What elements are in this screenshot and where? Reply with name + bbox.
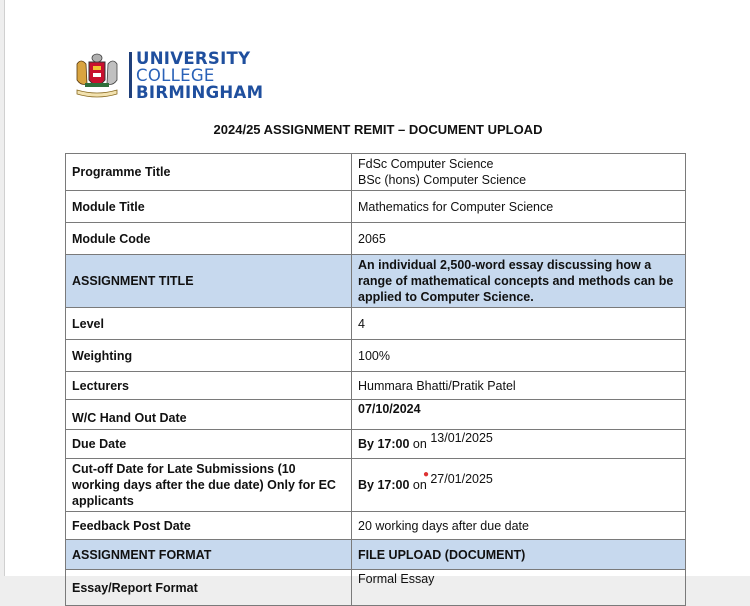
row-value: 4 (352, 308, 686, 340)
row-label: Weighting (66, 340, 352, 372)
row-value: Formal Essay (352, 570, 686, 606)
row-label: Cut-off Date for Late Submissions (10 working days after the due date) Only for EC applicants (66, 459, 352, 512)
document-title: 2024/25 ASSIGNMENT REMIT – DOCUMENT UPLOAD (213, 122, 543, 137)
row-value (352, 154, 686, 191)
row-label: Level (66, 308, 352, 340)
row-label: Essay/Report Format (66, 570, 352, 606)
due-on: on (412, 437, 427, 451)
row-label: W/C Hand Out Date (66, 400, 352, 430)
row-essay-format (66, 570, 686, 606)
logo-line-birmingham: BIRMINGHAM (136, 82, 264, 102)
row-value: Mathematics for Computer Science (352, 191, 686, 223)
assignment-remit-table (65, 153, 686, 606)
cutoff-on: on (412, 478, 427, 492)
programme-value-2: BSc (hons) Computer Science (358, 173, 527, 187)
row-label: ASSIGNMENT TITLE (66, 255, 352, 308)
logo-wordmark (136, 50, 263, 101)
logo-divider (129, 52, 132, 98)
row-lecturers (66, 372, 686, 400)
row-hand-out-date (66, 400, 686, 430)
red-dot-icon: ● (423, 469, 430, 480)
row-value: FILE UPLOAD (DOCUMENT) (352, 540, 686, 570)
due-time: By 17:00 (358, 437, 410, 451)
document-page (4, 0, 750, 595)
row-programme (66, 154, 686, 191)
row-value: An individual 2,500-word essay discussing how a range of mathematical concepts and methods can be applied to Computer Science. (352, 255, 686, 308)
row-feedback-date (66, 512, 686, 540)
row-label: Lecturers (66, 372, 352, 400)
row-label: Module Code (66, 223, 352, 255)
row-value: 20 working days after due date (352, 512, 686, 540)
logo-line-college: COLLEGE (136, 65, 215, 85)
programme-value-1: FdSc Computer Science (358, 157, 494, 171)
row-level (66, 308, 686, 340)
row-module-title (66, 191, 686, 223)
row-value: 07/10/2024 (352, 400, 686, 430)
row-label: Feedback Post Date (66, 512, 352, 540)
row-cutoff-date (66, 459, 686, 512)
row-label: ASSIGNMENT FORMAT (66, 540, 352, 570)
row-assignment-title (66, 255, 686, 308)
row-value: Hummara Bhatti/Pratik Patel (352, 372, 686, 400)
row-weighting (66, 340, 686, 372)
row-value (352, 459, 686, 512)
cutoff-time: By 17:00 (358, 478, 410, 492)
row-value (352, 430, 686, 459)
row-due-date (66, 430, 686, 459)
row-module-code (66, 223, 686, 255)
row-assignment-format (66, 540, 686, 570)
row-label: Programme Title (66, 154, 352, 191)
row-value: 2065 (352, 223, 686, 255)
logo-line-university: UNIVERSITY (136, 48, 251, 68)
university-crest-icon (71, 50, 123, 100)
row-label: Module Title (66, 191, 352, 223)
row-value: 100% (352, 340, 686, 372)
cutoff-date-value: 27/01/2025 (430, 472, 493, 486)
due-date-value: 13/01/2025 (430, 431, 493, 445)
university-logo (71, 50, 263, 100)
row-label: Due Date (66, 430, 352, 459)
